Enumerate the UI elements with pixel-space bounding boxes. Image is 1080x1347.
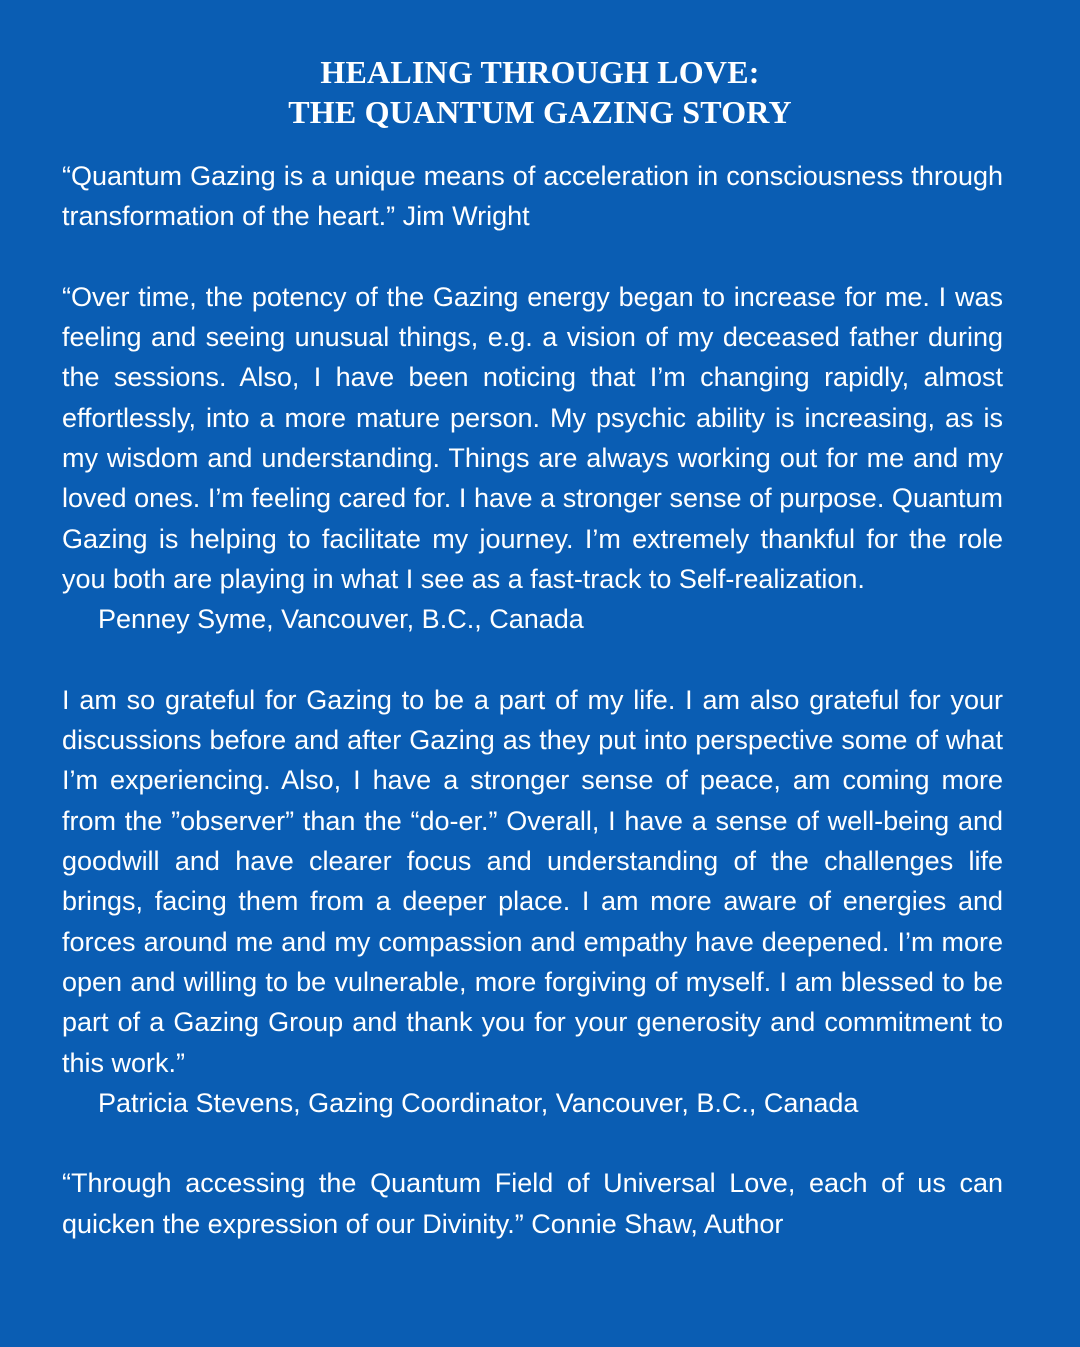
paragraph-spacer (62, 1123, 1003, 1163)
attribution-patricia-stevens: Patricia Stevens, Gazing Coordinator, Vancouver, B.C., Canada (98, 1087, 859, 1118)
page-title (0, 52, 1080, 132)
paragraph-spacer (62, 640, 1003, 680)
testimonials-body (62, 156, 1003, 1244)
title-line-2: THE QUANTUM GAZING STORY (288, 94, 792, 130)
quote-patricia-stevens: I am so grateful for Gazing to be a part of my life. I am also grateful for your discussions before and after Gazing as they put into perspective some of what I’m experiencing. Also, I have a stronger sense of peace, am coming more from the ”observer” than the “do-er.” Overall, I have a sense of well-being and goodwill and have clearer focus and understanding of the challenges life brings, facing them from a deeper place. I am more aware of energies and forces around me and my compassion and empathy have deepened. I’m more open and willing to be vulnerable, more forgiving of myself. I am blessed to be part of a Gazing Group and thank you for your generosity and commitment to this work.” (62, 684, 1003, 1078)
quote-jim-wright: “Quantum Gazing is a unique means of acceleration in consciousness through transformation of the heart.” Jim Wright (62, 161, 1003, 232)
quote-connie-shaw: “Through accessing the Quantum Field of Universal Love, each of us can quicken the expression of our Divinity.” Connie Shaw, Author (62, 1168, 1003, 1239)
quote-penney-syme: “Over time, the potency of the Gazing energy began to increase for me. I was feeling and seeing unusual things, e.g. a vision of my deceased father during the sessions. Also, I have been noticing that I’m changing rapidly, almost effortlessly, into a more mature person. My psychic ability is increasing, as is my wisdom and understanding. Things are always working out for me and my loved ones. I’m feeling cared for. I have a stronger sense of purpose. Quantum Gazing is helping to facilitate my journey. I’m extremely thankful for the role you both are playing in what I see as a fast-track to Self-realization. (62, 281, 1003, 594)
paragraph-spacer (62, 237, 1003, 277)
title-line-1: HEALING THROUGH LOVE: (320, 54, 760, 90)
attribution-penney-syme: Penney Syme, Vancouver, B.C., Canada (98, 604, 584, 635)
